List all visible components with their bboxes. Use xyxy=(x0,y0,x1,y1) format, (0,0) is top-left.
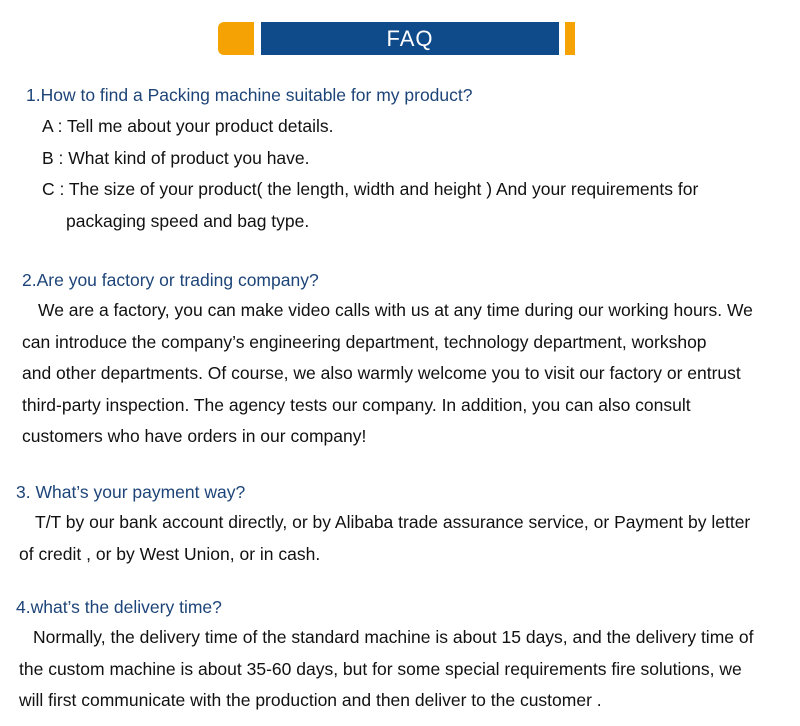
page-title: FAQ xyxy=(386,26,434,51)
faq-question-2: 2.Are you factory or trading company? xyxy=(22,270,319,290)
faq-answer-3 xyxy=(19,507,750,570)
answer-line: and other departments. Of course, we also warmly welcome you to visit our factory or entrust xyxy=(22,363,741,383)
answer-line: third-party inspection. The agency tests our company. In addition, you can also consult xyxy=(22,394,691,415)
faq-title-bar xyxy=(261,22,559,55)
answer-line: will first communicate with the production and then deliver to the customer . xyxy=(19,690,602,710)
faq-question-3: 3. What’s your payment way? xyxy=(16,482,246,502)
answer-line: T/T by our bank account directly, or by Alibaba trade assurance service, or Payment by letter xyxy=(35,512,751,532)
header-accent-left xyxy=(218,22,254,55)
answer-line: Normally, the delivery time of the standard machine is about 15 days, and the delivery time of xyxy=(33,627,754,647)
answer-line: can introduce the company’s engineering department, technology department, workshop xyxy=(22,331,707,352)
faq-answer-1 xyxy=(42,111,698,237)
answer-line: of credit , or by West Union, or in cash. xyxy=(19,543,321,564)
faq-question-1: 1.How to find a Packing machine suitable for my product? xyxy=(26,85,473,105)
faq-question-4: 4.what’s the delivery time? xyxy=(16,597,222,617)
answer-line: C : The size of your product( the length, width and height ) And your requirements for xyxy=(42,179,699,199)
answer-line: B : What kind of product you have. xyxy=(42,147,310,168)
answer-line: We are a factory, you can make video calls with us at any time during our working hours. We xyxy=(38,300,753,320)
answer-line: customers who have orders in our company! xyxy=(22,426,367,446)
header-accent-right xyxy=(565,22,575,55)
faq-answer-2 xyxy=(22,295,753,453)
faq-answer-4 xyxy=(19,622,753,717)
faq-header xyxy=(0,0,800,60)
answer-line: A : Tell me about your product details. xyxy=(42,116,334,136)
answer-line: packaging speed and bag type. xyxy=(66,210,310,231)
answer-line: the custom machine is about 35-60 days, but for some special requirements fire solutions, we xyxy=(19,658,742,679)
